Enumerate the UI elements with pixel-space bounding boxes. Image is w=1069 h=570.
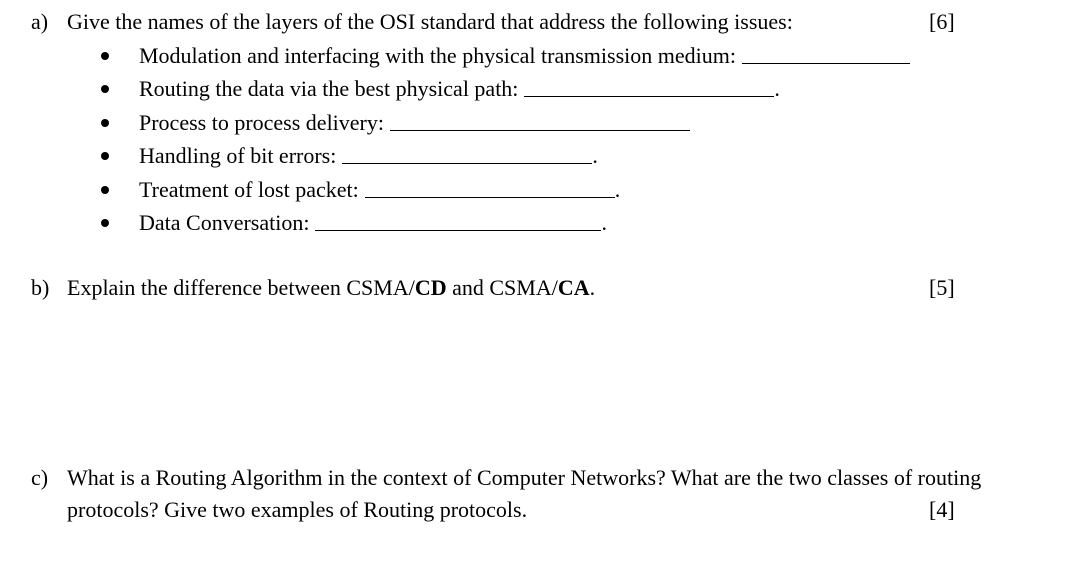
question-b-label: b) (31, 275, 50, 300)
answer-blank (524, 76, 774, 97)
answer-blank (342, 143, 592, 164)
list-item-text: Treatment of lost packet: (139, 177, 359, 202)
question-b-bold-part: CA (557, 275, 590, 300)
list-item-end: . (601, 210, 607, 235)
list-item (101, 76, 780, 102)
question-c-line-2: protocols? Give two examples of Routing protocols. (67, 497, 528, 522)
question-a-label: a) (31, 9, 49, 34)
question-c-line-1: What is a Routing Algorithm in the context of Computer Networks? What are the two classes of routing (67, 465, 982, 490)
answer-blank (742, 43, 910, 64)
question-b-text-part: . (589, 275, 596, 300)
bullet-icon (101, 52, 109, 60)
list-item-end: . (774, 76, 780, 101)
question-b-text-part: Explain the difference between CSMA/ (67, 275, 415, 300)
question-a-text: Give the names of the layers of the OSI standard that address the following issues: (67, 9, 793, 34)
list-item-end: . (614, 177, 621, 202)
list-item-end: . (592, 143, 598, 168)
list-item-text: Modulation and interfacing with the physical transmission medium: (139, 43, 736, 68)
answer-blank (315, 210, 601, 231)
list-item (101, 43, 910, 69)
question-b-text-part: and CSMA/ (446, 275, 558, 300)
list-item-text: Handling of bit errors: (139, 143, 337, 168)
question-b-bold-part: CD (414, 275, 447, 300)
list-item-text: Routing the data via the best physical path: (139, 76, 519, 101)
list-item (101, 177, 620, 203)
list-item (101, 110, 690, 136)
question-b-text (67, 275, 595, 301)
answer-blank (390, 110, 690, 131)
list-item (101, 143, 598, 169)
answer-blank (365, 177, 615, 198)
list-item-text: Data Conversation: (139, 210, 310, 235)
bullet-icon (101, 219, 109, 227)
bullet-icon (101, 152, 109, 160)
question-c-label: c) (31, 465, 49, 490)
bullet-icon (101, 85, 109, 93)
list-item-text: Process to process delivery: (139, 110, 384, 135)
list-item (101, 210, 607, 236)
bullet-icon (101, 119, 109, 127)
bullet-icon (101, 186, 109, 194)
question-b-marks: [5] (929, 275, 955, 300)
question-a-marks: [6] (929, 9, 955, 34)
question-c-marks: [4] (929, 497, 955, 522)
